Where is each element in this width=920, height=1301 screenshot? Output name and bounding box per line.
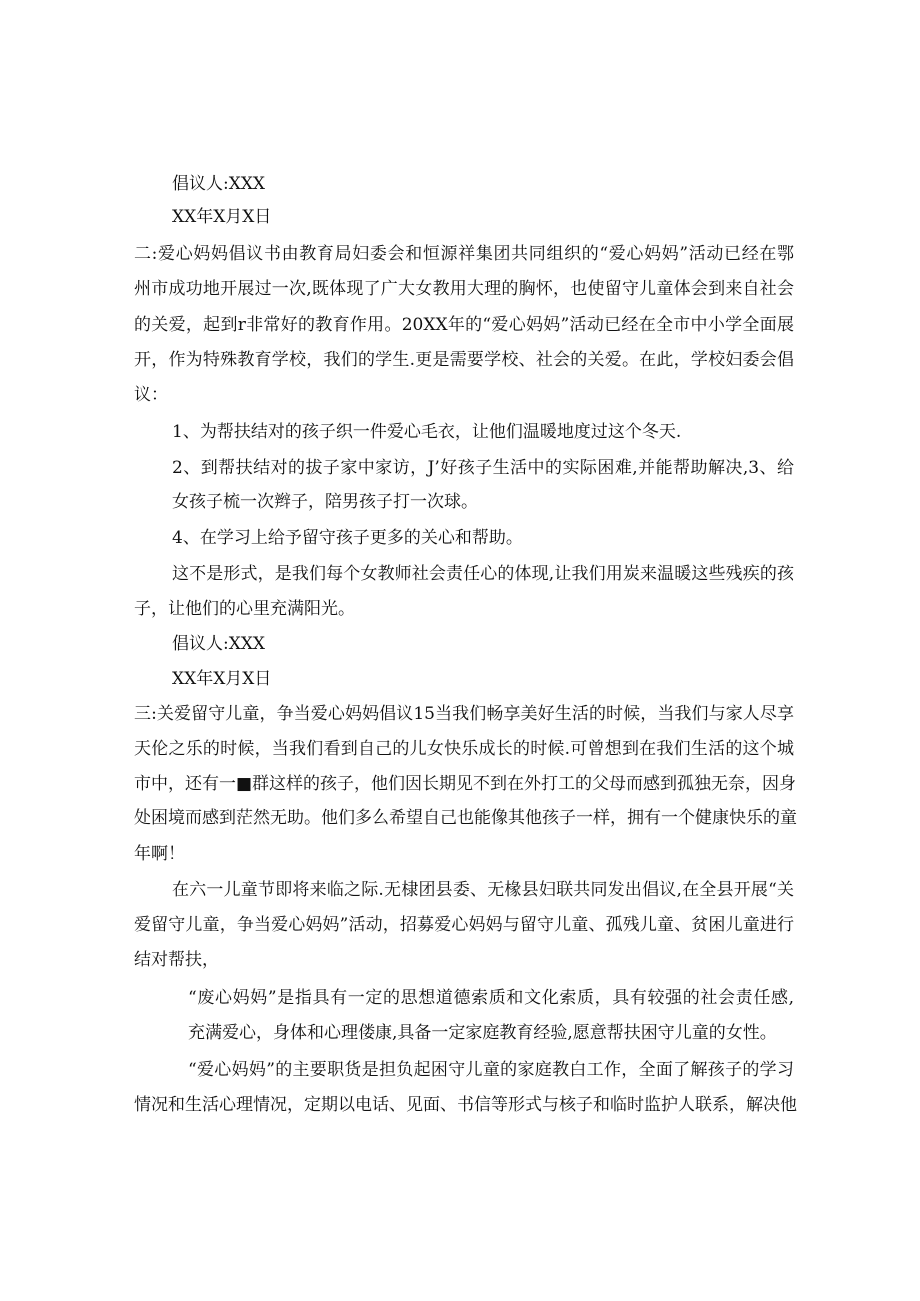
paragraph-line: 市中，还有一■群这样的孩子，他们因长期见不到在外打工的父母而感到孤独无奈，因身 — [134, 774, 797, 794]
paragraph-line: 天伦之乐的时候，当我们看到自己的儿女快乐成长的时候.可曾想到在我们生活的这个城 — [134, 739, 794, 759]
paragraph-line: 充满爱心，身体和心理偻康,具备一定家庭教育经验,愿意帮扶困守儿童的女性。 — [188, 1023, 777, 1043]
paragraph-line: 爱留守儿童，争当爱心妈妈”活动，招募爱心妈妈与留守儿童、孤残儿童、贫困儿童进行 — [134, 915, 794, 935]
list-item: 4、在学习上给予留守孩子更多的关心和帮助。 — [172, 528, 523, 548]
paragraph-line: 这不是形式，是我们每个女教师社会责任心的体现,让我们用炭来温暖这些残疾的孩 — [172, 564, 794, 584]
paragraph-line: 处困境而感到茫然无助。他们多么希望自己也能像其他孩子一样，拥有一个健康快乐的童 — [134, 808, 797, 828]
paragraph-line: 三:关爱留守儿童，争当爱心妈妈倡议15当我们畅享美好生活的时候，当我们与家人尽享 — [134, 704, 794, 724]
list-item: 1、为帮扶结对的孩子织一件爱心毛衣，让他们温暖地度过这个冬天. — [172, 422, 682, 442]
paragraph-line: 情况和生活心理情况，定期以电话、见面、书信等形式与核子和临时监护人联系，解决他 — [134, 1095, 797, 1115]
date-line: XX年X月X日 — [172, 669, 272, 689]
list-item: 2、到帮扶结对的拔子家中家访，J’好孩子生活中的实际困难,并能帮助解决,3、给 — [172, 458, 794, 478]
paragraph-line: 年啊！ — [134, 844, 185, 864]
paragraph-line: 开，作为特殊教育学校，我们的学生.更是需要学校、社会的关爱。在此，学校妇委会倡 — [134, 350, 794, 370]
paragraph-line: 结对帮扶， — [134, 950, 219, 970]
paragraph-line: 议： — [134, 385, 168, 405]
paragraph-line: 的关爱，起到r非常好的教育作用。20XX年的“爱心妈妈”活动已经在全市中小学全面展 — [134, 315, 794, 335]
date-line: XX年X月X日 — [172, 207, 272, 227]
signer-line: 倡议人:XXX — [172, 174, 266, 194]
list-item-continuation: 女孩子梳一次辫子，陪男孩子打一次球。 — [172, 492, 478, 512]
paragraph-line: 州市成功地开展过一次,既体现了广大女教用大理的胸怀，也使留守儿童体会到来自社会 — [134, 279, 794, 299]
signer-line: 倡议人:XXX — [172, 634, 266, 654]
paragraph-line: 子，让他们的心里充满阳光。 — [134, 599, 355, 619]
paragraph-line: “爱心妈妈”的主要职货是担负起困守儿童的家庭教白工作，全面了解孩子的学习 — [188, 1060, 794, 1080]
paragraph-line: “废心妈妈”是指具有一定的思想道德索质和文化索质，具有较强的社会责任感, — [188, 988, 794, 1008]
paragraph-line: 二:爱心妈妈倡议书由教育局妇委会和恒源祥集团共同组织的“爱心妈妈”活动已经在鄂 — [134, 244, 794, 264]
paragraph-line: 在六一儿童节即将来临之际.无棣团县委、无椽县妇联共同发出倡议,在全县开展“关 — [172, 880, 794, 900]
